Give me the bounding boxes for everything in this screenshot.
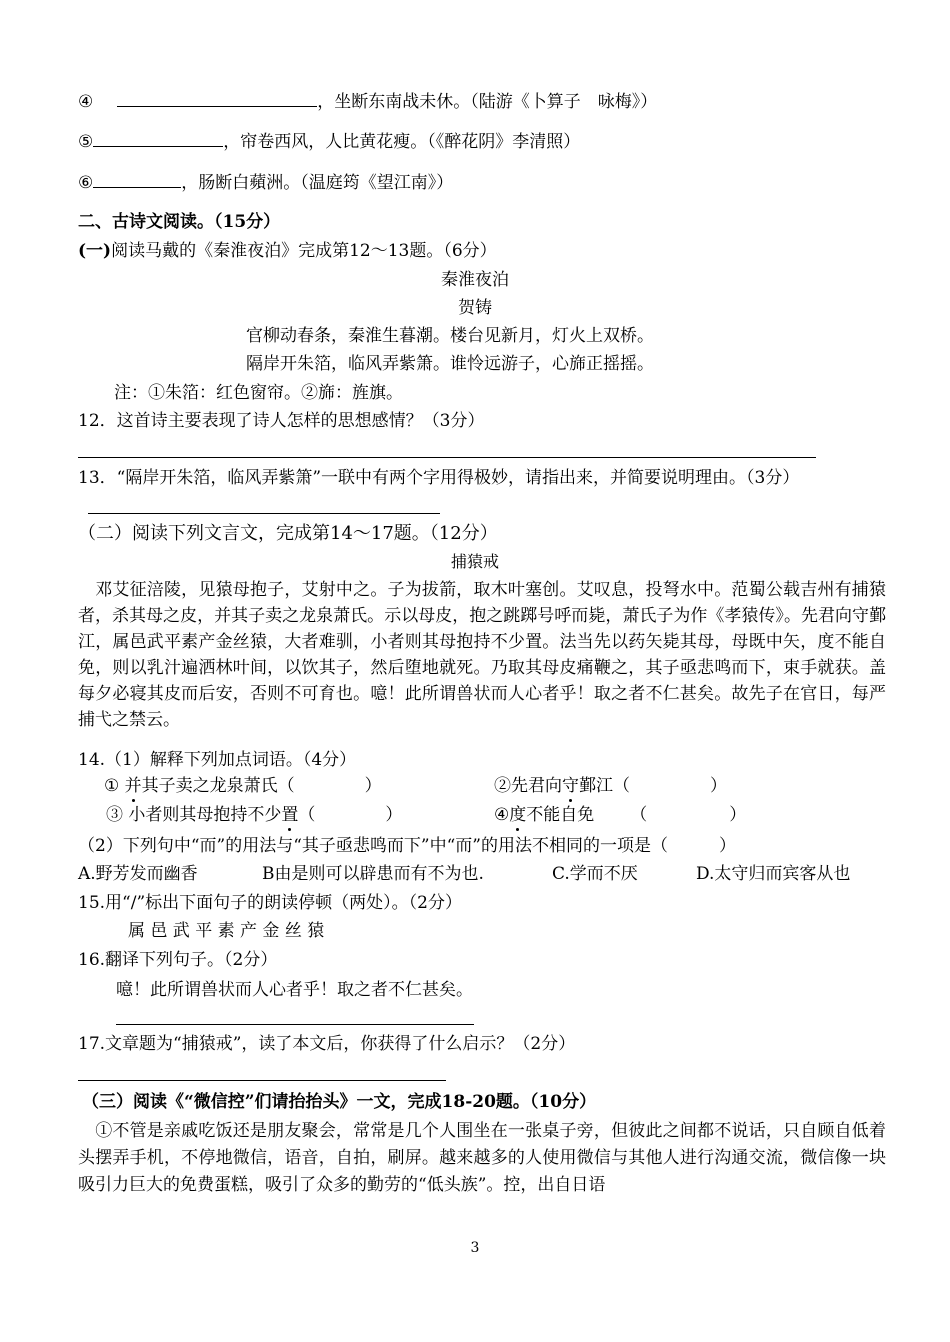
answer-blank[interactable] [117, 90, 317, 107]
part-text: 阅读马戴的《秦淮夜泊》完成第12～13题。（6分） [111, 241, 497, 261]
passage-text: 邓艾征涪陵，见猿母抱子，艾射中之。子为拔箭，取木叶塞创。艾叹息，投弩水中。范蜀公载吉州有捕猿者，杀其母之皮，并其子卖之龙泉萧氏。示以母皮，抱之跳踯号呼而毙，萧氏子为作《孝猿传》。先君向守鄞江，属邑武平素产金丝猿，大者难驯，小者则其母抱持不少置。法当先以药矢毙其母，母既中矢，度不能自免，则以乳汁遍洒林叶间，以饮其子，然后堕地就死。乃取其母皮痛鞭之，其子亟悲鸣而下，束手就获。盖每夕必寝其皮而后安，否则不可育也。噫！此所谓兽状而人心者乎！取之者不仁甚矣。故先子在官日，每严捕弋之禁云。 [78, 580, 886, 730]
poem-title: 秦淮夜泊 [441, 270, 509, 290]
fill-text: ，肠断白蘋洲。（温庭筠《望江南》） [181, 173, 454, 193]
q14-item-1: ① 并其子卖之龙泉萧氏（ ） [104, 776, 382, 796]
option-a[interactable]: A.野芳发而幽香 [78, 864, 198, 884]
item-number: ⑤ [78, 132, 94, 152]
option-b[interactable]: B由是则可以辟患而有不为也. [262, 864, 484, 884]
answer-blank[interactable] [93, 130, 223, 147]
fill-text: ，坐断东南战未休。（陆游《卜算子 咏梅》） [317, 92, 658, 112]
modern-passage [78, 1118, 886, 1199]
question-14-2: （2）下列句中“而”的用法与“其子亟悲鸣而下”中“而”的用法不相同的一项是（ ） [78, 836, 736, 856]
question-15: 15.用“/”标出下面句子的朗读停顿（两处）。（2分） [78, 893, 462, 913]
question-12: 12．这首诗主要表现了诗人怎样的思想感情？（3分） [78, 411, 485, 431]
option-d[interactable]: D.太守归而宾客从也 [696, 864, 851, 884]
poem-line: 官柳动春条，秦淮生暮潮。楼台见新月，灯火上双桥。 [246, 326, 654, 346]
option-c[interactable]: C.学而不厌 [552, 864, 638, 884]
poem-note: 注：①朱箔：红色窗帘。②旆：旌旗。 [114, 383, 403, 403]
fill-text: ，帘卷西风，人比黄花瘦。（《醉花阴》李清照） [223, 132, 581, 152]
poem-author: 贺铸 [458, 298, 492, 318]
answer-line[interactable] [78, 457, 816, 458]
poem-line: 隔岸开朱箔，临风弄紫箫。谁怜远游子，心旆正摇摇。 [246, 354, 654, 374]
answer-line[interactable] [78, 1080, 446, 1081]
item-number: ⑥ [78, 173, 94, 193]
question-16: 16.翻译下列句子。（2分） [78, 950, 278, 970]
fill-line-5 [78, 130, 580, 154]
question-13: 13．“隔岸开朱箔，临风弄紫箫”一联中有两个字用得极妙，请指出来，并简要说明理由。（3分） [78, 468, 800, 488]
q14-item-3: ③ 小者则其母抱持不少置（ ） [106, 805, 403, 825]
section-heading: 二、古诗文阅读。（15分） [78, 212, 281, 232]
fill-line-6 [78, 171, 453, 195]
passage-text: ①不管是亲戚吃饭还是朋友聚会，常常是几个人围坐在一张桌子旁，但彼此之间都不说话，只自顾自低着头摆弄手机，不停地微信，语音，自拍，刷屏。越来越多的人使用微信与其他人进行沟通交流，微信像一块吸引力巨大的免费蛋糕，吸引了众多的勤劳的“低头族”。控，出自日语 [78, 1121, 886, 1195]
question-17: 17.文章题为“捕猿戒”，读了本文后，你获得了什么启示？（2分） [78, 1034, 576, 1054]
answer-blank[interactable] [93, 171, 181, 188]
answer-line[interactable] [88, 513, 440, 514]
q15-sentence[interactable]: 属 邑 武 平 素 产 金 丝 猿 [128, 921, 325, 941]
part-label: (一) [78, 241, 112, 261]
part-three-heading: （三）阅读《“微信控”们请抬抬头》一文，完成18-20题。（10分） [82, 1092, 597, 1112]
q14-item-2: ②先君向守鄞江（ ） [494, 776, 727, 796]
passage-title: 捕猿戒 [450, 552, 499, 571]
q16-sentence: 噫！此所谓兽状而人心者乎！取之者不仁甚矣。 [116, 980, 473, 1000]
fill-line-4 [78, 90, 657, 114]
item-number: ④ [78, 92, 94, 112]
part-one-heading [78, 239, 497, 263]
classical-passage [78, 577, 886, 733]
page-number: 3 [470, 1240, 480, 1256]
answer-line[interactable] [116, 1024, 474, 1025]
q14-item-4: ④度不能自免 （ ） [494, 805, 747, 825]
question-14-1: 14.（1）解释下列加点词语。（4分） [78, 750, 357, 770]
part-two-heading: （二）阅读下列文言文，完成第14～17题。（12分） [78, 523, 498, 544]
